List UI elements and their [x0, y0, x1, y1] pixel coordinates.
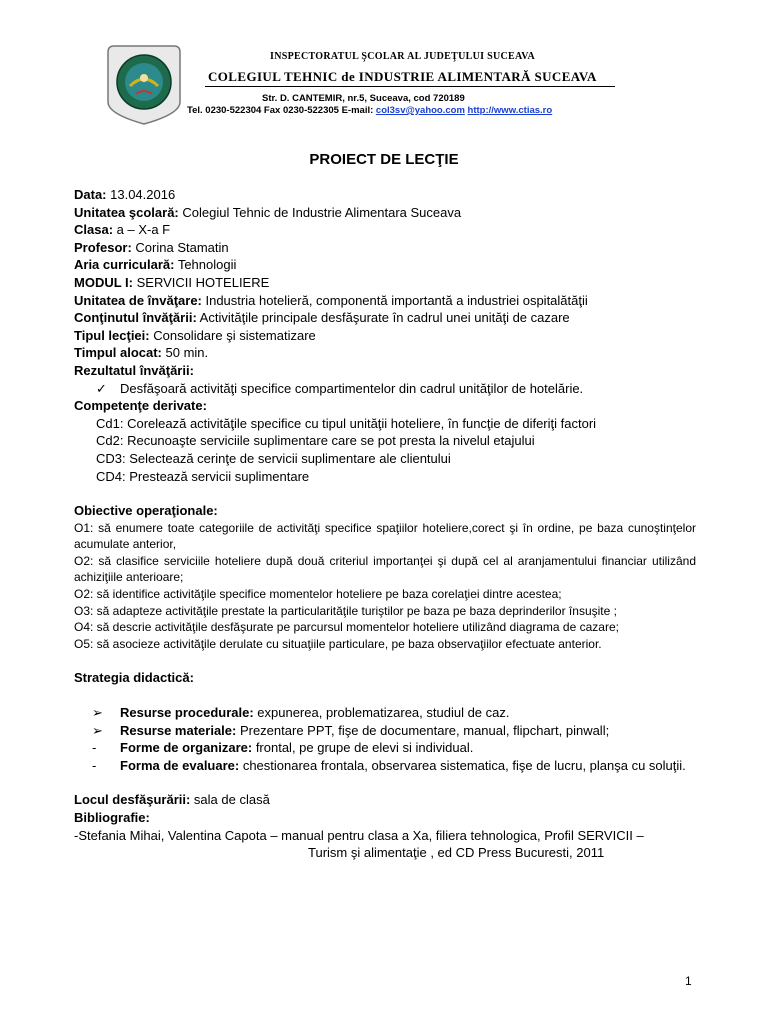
school-contact	[187, 105, 552, 116]
dash-bullet: -	[92, 757, 97, 773]
page-number: 1	[685, 974, 692, 988]
location-field: Locul desfăşurării: sala de clasă	[74, 792, 270, 808]
objectives-label: Obiective operaţionale:	[74, 503, 218, 519]
field-learning-unit: Unitatea de învăţare: Industria hotelieră, componentă importantă a industriei ospitalătăţii	[74, 292, 588, 308]
lesson-body	[74, 186, 696, 862]
competence-item: Cd2: Recunoaşte serviciile suplimentare care se pot presta la nivelul etajului	[96, 433, 535, 449]
strategy-label: Strategia didactică:	[74, 670, 194, 686]
objective-item: O3: să adapteze activităţile prestate la particularităţile turiştilor pe baza pe baza deprinderilor însuşite ;	[74, 603, 617, 618]
competence-item: CD3: Selectează cerinţe de servicii suplimentare ale clientului	[96, 450, 451, 466]
competences-label: Competenţe derivate:	[74, 398, 207, 414]
strategy-item: ➢ Resurse materiale: Prezentare PPT, fişe de documentare, manual, flipchart, pinwall;	[92, 722, 610, 738]
strategy-item: - Forme de organizare: frontal, pe grupe de elevi si individual.	[92, 740, 474, 756]
strategy-item: - Forma de evaluare: chestionarea frontala, observarea sistematica, fişe de lucru, planşa cu soluţii.	[92, 757, 686, 773]
inspectorate-name: INSPECTORATUL ŞCOLAR AL JUDEŢULUI SUCEAVA	[270, 51, 535, 62]
school-name: COLEGIUL TEHNIC de INDUSTRIE ALIMENTARĂ SUCEAVA	[208, 69, 597, 84]
objective-item: O2: să identifice activităţile specifice momentelor hoteliere pe baza corelaţiei dintre acestea;	[74, 587, 562, 602]
strategy-item: ➢ Resurse procedurale: expunerea, problematizarea, studiul de caz.	[92, 705, 510, 721]
phone-fax: Tel. 0230-522304 Fax 0230-522305 E-mail:	[187, 105, 376, 116]
bibliography-line: Turism şi alimentaţie , ed CD Press Bucuresti, 2011	[308, 845, 605, 861]
field-data: Data: 13.04.2016	[74, 187, 176, 202]
page-title: PROIECT DE LECŢIE	[309, 151, 459, 168]
competence-item: Cd1: Corelează activităţile specifice cu tipul unităţii hoteliere, în funcţie de diferiţi factori	[96, 415, 597, 431]
field-module: MODUL I: SERVICII HOTELIERE	[74, 274, 270, 290]
dash-bullet: -	[92, 740, 97, 756]
learning-result-label: Rezultatul învăţării:	[74, 362, 194, 378]
objective-item: O5: să asocieze activităţile derulate cu situaţiile particulare, pe baza observaţiilor efectuate anterior.	[74, 636, 602, 651]
school-address: Str. D. CANTEMIR, nr.5, Suceava, cod 720189	[262, 93, 465, 104]
bibliography-line: -Stefania Mihai, Valentina Capota – manual pentru clasa a Xa, filiera tehnologica, Profil SERVICII –	[74, 827, 644, 843]
arrow-bullet-icon: ➢	[92, 722, 103, 738]
objective-item: O1: să enumere toate categoriile de activităţi specifice spaţiilor hoteliere,corect şi în ordine, pe baza cunoştinţelor acumulate anterior,	[74, 520, 696, 552]
field-school: Unitatea şcolară: Colegiul Tehnic de Industrie Alimentara Suceava	[74, 204, 462, 220]
email-link[interactable]: col3sv@yahoo.com	[375, 105, 465, 116]
objective-item: O4: să descrie activităţile desfăşurate pe parcursul momentelor hoteliere utilizând diagrama de cazare;	[74, 620, 619, 635]
competence-item: CD4: Prestează servicii suplimentare	[96, 468, 310, 484]
checkmark-icon: ✓	[96, 380, 107, 396]
arrow-bullet-icon: ➢	[92, 705, 103, 721]
objective-item: O2: să clasifice serviciile hoteliere după două criteriul importanţei şi după cel al aranjamentului financiar utilizând achiziţiile anterioare;	[74, 553, 696, 585]
field-class: Clasa: a – X-a F	[74, 222, 171, 238]
field-lesson-type: Tipul lecţiei: Consolidare şi sistematizare	[74, 327, 316, 343]
school-logo	[106, 42, 182, 126]
field-content: Conţinutul învăţării: Activităţile principale desfăşurate în cadrul unei unităţi de cazare	[74, 310, 570, 326]
website-link[interactable]: http://www.ctias.ro	[467, 105, 553, 116]
field-time: Timpul alocat: 50 min.	[74, 345, 209, 361]
field-teacher: Profesor: Corina Stamatin	[74, 239, 229, 255]
header-divider	[205, 86, 615, 87]
bibliography-label: Bibliografie:	[74, 810, 150, 825]
field-curricular-area: Aria curriculară: Tehnologii	[74, 257, 237, 273]
learning-result-item: ✓ Desfăşoară activităţi specifice compartimentelor din cadrul unităţilor de hotelărie.	[96, 380, 584, 396]
